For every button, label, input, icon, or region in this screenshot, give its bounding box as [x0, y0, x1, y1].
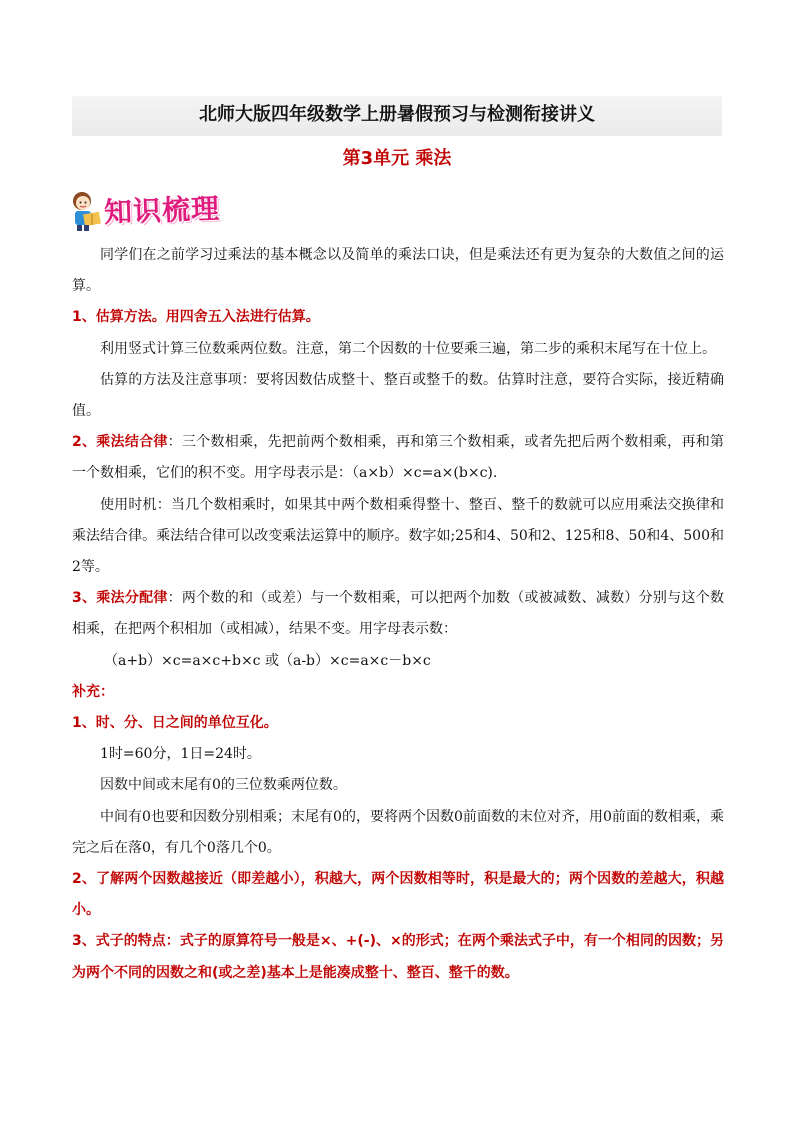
intro-paragraph: 同学们在之前学习过乘法的基本概念以及简单的乘法口诀，但是乘法还有更为复杂的大数值之间的运算。 [72, 247, 724, 295]
document-title: 北师大版四年级数学上册暑假预习与检测衔接讲义 [199, 104, 595, 125]
supplement-3: 3、式子的特点：式子的原算符号一般是×、+(-)、×的形式；在两个乘法式子中，有一个相同的因数；另为两个不同的因数之和(或之差)基本上是能凑成整十、整百、整千的数。 [72, 933, 724, 981]
supplement-1-line-1: 1时=60分，1日=24时。 [100, 746, 261, 763]
unit-title: 第3单元 乘法 [342, 148, 452, 169]
content-body [72, 240, 724, 989]
supplement-1-heading: 1、时、分、日之间的单位互化。 [72, 715, 278, 732]
section-2-text: ：三个数相乘，先把前两个数相乘，再和第三个数相乘，或者先把后两个数相乘，再和第一个数相乘，它们的积不变。用字母表示是：（a×b）×c=a×(b×c). [72, 434, 724, 482]
supplement-1-line-3: 中间有0也要和因数分别相乘；末尾有0的，要将两个因数0前面数的末位对齐，用0前面的数相乘，乘完之后在落0，有几个0落几个0。 [72, 808, 724, 856]
distributive-formula: （a+b）×c=a×c+b×c 或（a-b）×c=a×c－b×c [104, 652, 431, 669]
supplement-2: 2、了解两个因数越接近（即差越小），积越大，两个因数相等时，积是最大的；两个因数的差越大，积越小。 [72, 871, 724, 919]
section-1-paragraph-2: 估算的方法及注意事项：要将因数估成整十、整百或整千的数。估算时注意，要符合实际，接近精确值。 [72, 371, 724, 420]
banner-title: 知识梳理 [103, 191, 221, 230]
section-1-paragraph-1: 利用竖式计算三位数乘两位数。注意，第二个因数的十位要乘三遍，第二步的乘积末尾写在十位上。 [100, 340, 716, 357]
section-1-heading: 1、估算方法。用四舍五入法进行估算。 [72, 309, 320, 326]
supplement-label: 补充： [72, 683, 114, 700]
section-2-paragraph [72, 427, 724, 489]
section-2-paragraph-2: 使用时机：当几个数相乘时，如果其中两个数相乘得整十、整百、整千的数就可以应用乘法交换律和乘法结合律。乘法结合律可以改变乘法运算中的顺序。数字如;25和4、50和2、125和8、50和4、500和2等。 [72, 496, 724, 576]
section-2-label: 2、乘法结合律 [72, 434, 168, 451]
section-3-paragraph [72, 583, 724, 645]
supplement-1-line-2: 因数中间或末尾有0的三位数乘两位数。 [100, 777, 347, 794]
knowledge-banner [68, 185, 258, 233]
section-3-text: ：两个数的和（或差）与一个数相乘，可以把两个加数（或被减数、减数）分别与这个数相乘，在把两个积相加（或相减），结果不变。用字母表示数： [72, 590, 724, 638]
section-3-label: 3、乘法分配律 [72, 590, 168, 607]
student-reading-icon [68, 189, 108, 233]
